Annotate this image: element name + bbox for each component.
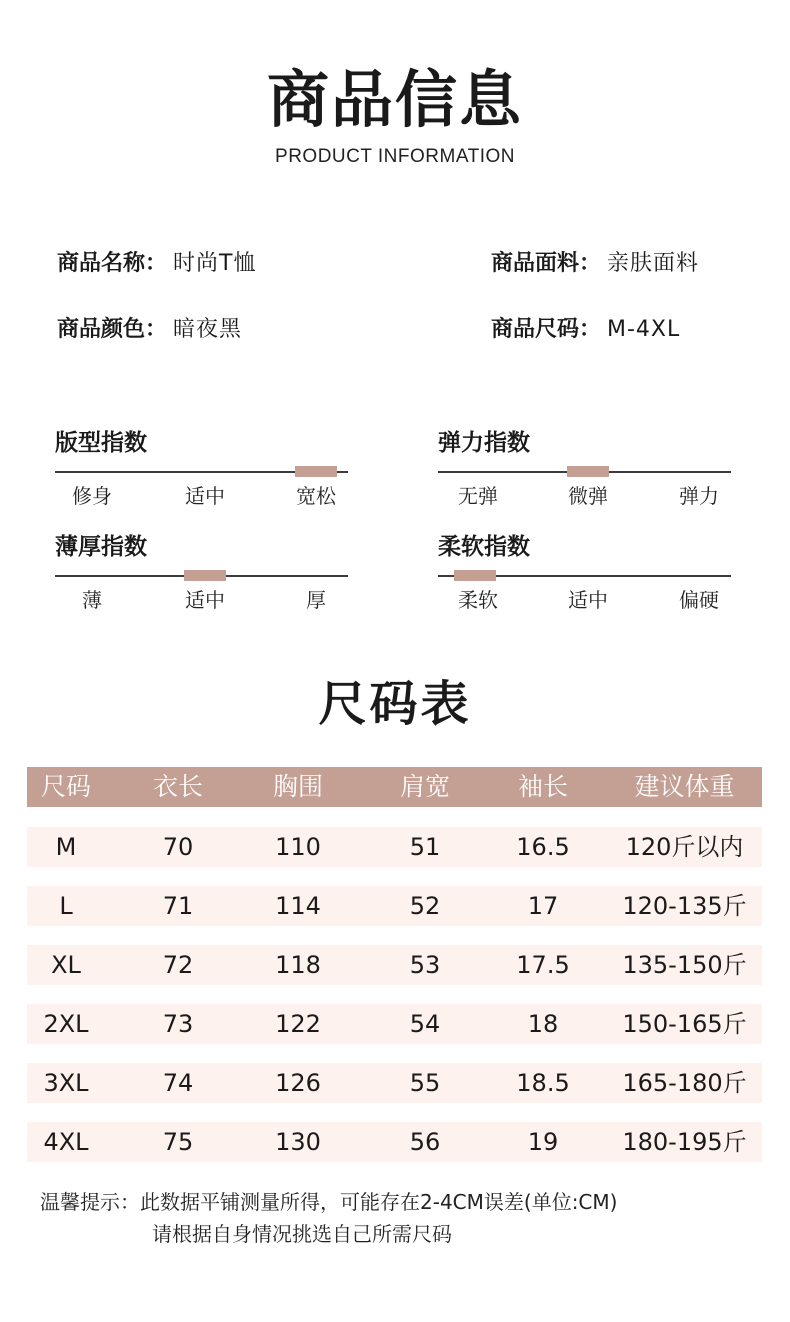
note-line2: 请根据自身情况挑选自己所需尺码	[152, 1222, 452, 1246]
column-header: 袖长	[517, 772, 568, 801]
index-marker	[295, 466, 337, 477]
table-cell: 165-180斤	[622, 1069, 747, 1097]
info-color-label: 商品颜色：	[57, 317, 168, 342]
table-cell: 75	[162, 1128, 194, 1156]
table-cell: 4XL	[43, 1128, 89, 1156]
column-header: 尺码	[40, 772, 91, 801]
table-cell: 54	[409, 1010, 441, 1038]
table-cell: 18.5	[516, 1069, 570, 1097]
info-size	[491, 315, 680, 345]
index-label: 柔软	[458, 588, 498, 612]
info-name	[57, 249, 256, 279]
table-row	[27, 886, 762, 926]
index-marker	[184, 570, 226, 581]
info-fabric-label: 商品面料：	[491, 251, 602, 276]
table-cell: 55	[409, 1069, 441, 1097]
index-marker	[567, 466, 609, 477]
table-cell: 122	[275, 1010, 321, 1038]
note-label: 温馨提示：	[40, 1190, 140, 1214]
index-label: 适中	[185, 588, 225, 612]
table-cell: 118	[275, 951, 321, 979]
table-cell: 73	[162, 1010, 194, 1038]
table-cell: 2XL	[43, 1010, 89, 1038]
info-name-label: 商品名称：	[57, 251, 168, 276]
table-cell: 114	[275, 892, 321, 920]
info-name-value: 时尚T恤	[173, 251, 257, 276]
table-cell: 110	[275, 833, 321, 861]
index-elasticity	[438, 428, 731, 513]
note	[40, 1188, 617, 1216]
table-cell: 150-165斤	[622, 1010, 747, 1038]
note-line1: 此数据平铺测量所得，可能存在2-4CM误差(单位:CM)	[140, 1190, 618, 1214]
table-cell: 51	[409, 833, 441, 861]
index-fit	[55, 428, 348, 513]
table-cell: 52	[409, 892, 441, 920]
table-cell: 56	[409, 1128, 441, 1156]
index-label: 薄	[82, 588, 102, 612]
index-title: 弹力指数	[438, 430, 530, 456]
info-color	[57, 315, 242, 345]
table-cell: 3XL	[43, 1069, 89, 1097]
table-cell: XL	[51, 951, 81, 979]
info-fabric-value: 亲肤面料	[607, 251, 700, 276]
column-header: 建议体重	[634, 772, 735, 801]
page-title: 商品信息	[266, 63, 523, 136]
index-title: 版型指数	[55, 430, 147, 456]
index-softness	[438, 532, 731, 617]
table-cell: M	[55, 833, 77, 861]
table-cell: 19	[527, 1128, 559, 1156]
index-label: 厚	[306, 588, 326, 612]
table-cell: 17.5	[516, 951, 570, 979]
index-title: 薄厚指数	[55, 534, 147, 560]
table-cell: 53	[409, 951, 441, 979]
column-header: 衣长	[152, 772, 203, 801]
table-row	[27, 827, 762, 867]
size-table-title: 尺码表	[318, 676, 472, 732]
table-cell: 180-195斤	[622, 1128, 747, 1156]
table-row	[27, 1122, 762, 1162]
column-header: 胸围	[272, 772, 323, 801]
table-cell: 130	[275, 1128, 321, 1156]
index-label: 宽松	[296, 484, 336, 508]
index-label: 偏硬	[679, 588, 719, 612]
table-cell: 126	[275, 1069, 321, 1097]
page-subtitle: PRODUCT INFORMATION	[275, 146, 515, 167]
table-cell: L	[59, 892, 73, 920]
index-title: 柔软指数	[438, 534, 530, 560]
table-cell: 70	[162, 833, 194, 861]
index-label: 修身	[72, 484, 112, 508]
table-row	[27, 1004, 762, 1044]
table-cell: 18	[527, 1010, 559, 1038]
index-label: 适中	[568, 588, 608, 612]
index-thickness	[55, 532, 348, 617]
info-color-value: 暗夜黑	[173, 317, 243, 342]
index-label: 微弹	[568, 484, 608, 508]
table-cell: 120斤以内	[625, 833, 744, 861]
table-row	[27, 1063, 762, 1103]
table-cell: 74	[162, 1069, 194, 1097]
index-label: 弹力	[679, 484, 719, 508]
info-fabric	[491, 249, 699, 279]
table-cell: 71	[162, 892, 194, 920]
index-marker	[454, 570, 496, 581]
index-label: 适中	[185, 484, 225, 508]
info-size-value: M-4XL	[607, 317, 681, 342]
info-size-label: 商品尺码：	[491, 317, 602, 342]
table-cell: 17	[527, 892, 559, 920]
index-label: 无弹	[458, 484, 498, 508]
table-cell: 16.5	[516, 833, 570, 861]
size-table-header	[27, 767, 762, 807]
table-cell: 120-135斤	[622, 892, 747, 920]
column-header: 肩宽	[399, 772, 450, 801]
table-cell: 72	[162, 951, 194, 979]
table-row	[27, 945, 762, 985]
table-cell: 135-150斤	[622, 951, 747, 979]
